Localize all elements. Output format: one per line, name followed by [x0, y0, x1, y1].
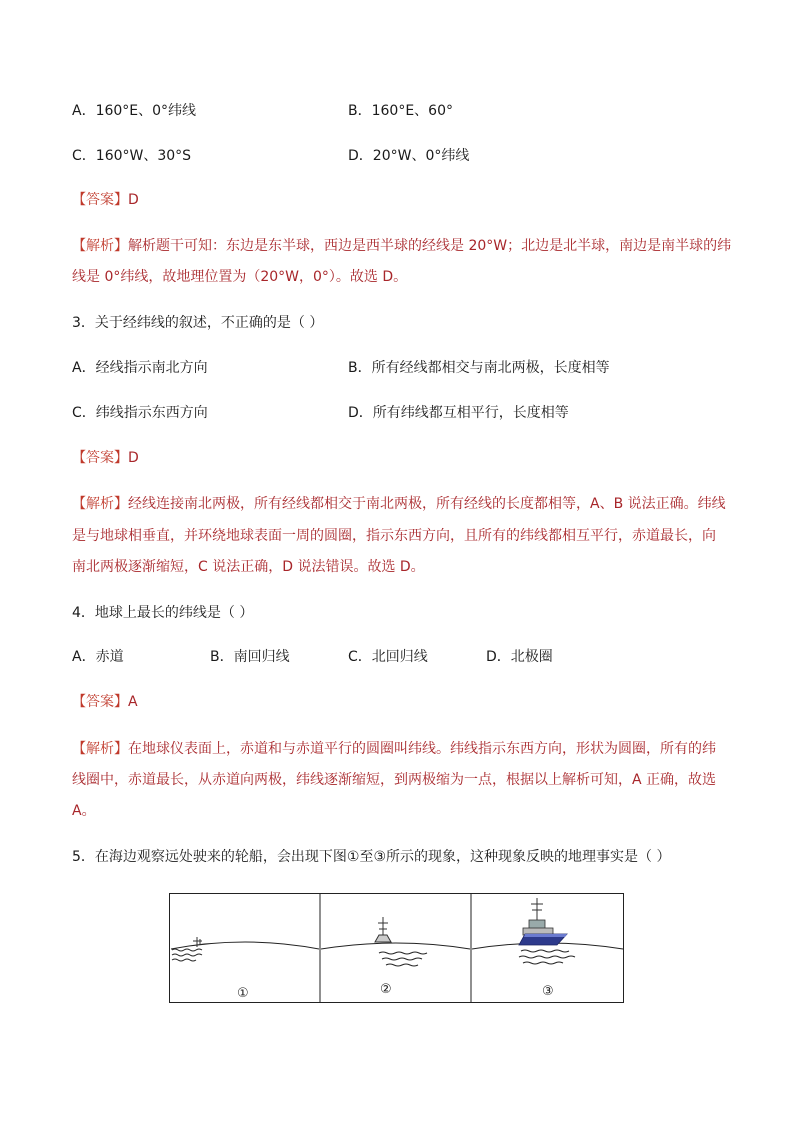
q3-option-b: B．所有经线都相交与南北两极，长度相等 [348, 360, 610, 376]
panel-1-label: ① [237, 986, 249, 1001]
q2-analysis-line-1: 【解析】解析题干可知：东边是东半球，西边是西半球的经线是 20°W；北边是北半球，南边是南半球的纬 [72, 238, 732, 254]
q2-option-a: A．160°E、0°纬线 [72, 103, 197, 119]
q4-option-b: B．南回归线 [210, 649, 290, 665]
q4-analysis-line-3: A。 [72, 803, 96, 819]
q2-answer: 【答案】D [72, 192, 139, 208]
q2-option-b: B．160°E、60° [348, 103, 453, 119]
q4-option-a: A．赤道 [72, 649, 124, 665]
q4-stem: 4．地球上最长的纬线是（ ） [72, 605, 254, 621]
q4-answer: 【答案】A [72, 694, 138, 710]
q3-analysis-line-3: 南北两极逐渐缩短，C 说法正确，D 说法错误。故选 D。 [72, 559, 425, 575]
q2-option-c: C．160°W、30°S [72, 148, 192, 164]
q3-option-c: C．纬线指示东西方向 [72, 405, 208, 421]
q4-analysis-line-1: 【解析】在地球仪表面上，赤道和与赤道平行的圆圈叫纬线。纬线指示东西方向，形状为圆圈，所有的纬 [72, 741, 716, 757]
q4-option-d: D．北极圈 [486, 649, 553, 665]
q2-option-d: D．20°W、0°纬线 [348, 148, 470, 164]
q2-analysis-line-2: 线是 0°纬线，故地理位置为（20°W，0°）。故选 D。 [72, 269, 408, 285]
q3-analysis-line-1: 【解析】经线连接南北两极，所有经线都相交于南北两极，所有经线的长度都相等，A、B 说法正确。纬线 [72, 496, 726, 512]
q3-option-d: D．所有纬线都互相平行，长度相等 [348, 405, 569, 421]
q4-analysis-line-2: 线圈中，赤道最长，从赤道向两极，纬线逐渐缩短，到两极缩为一点，根据以上解析可知，A 正确，故选 [72, 772, 717, 788]
q3-analysis-line-2: 是与地球相垂直，并环绕地球表面一周的圆圈，指示东西方向，且所有的纬线都相互平行，赤道最长，向 [72, 528, 716, 544]
q3-stem: 3．关于经纬线的叙述，不正确的是（ ） [72, 315, 324, 331]
ship-horizon-figure [169, 893, 624, 1003]
panel-3-label: ③ [542, 984, 554, 999]
q3-answer: 【答案】D [72, 450, 139, 466]
q3-option-a: A．经线指示南北方向 [72, 360, 208, 376]
q5-stem: 5．在海边观察远处驶来的轮船，会出现下图①至③所示的现象，这种现象反映的地理事实是（ ） [72, 849, 671, 865]
panel-2-label: ② [380, 982, 392, 997]
q4-option-c: C．北回归线 [348, 649, 428, 665]
